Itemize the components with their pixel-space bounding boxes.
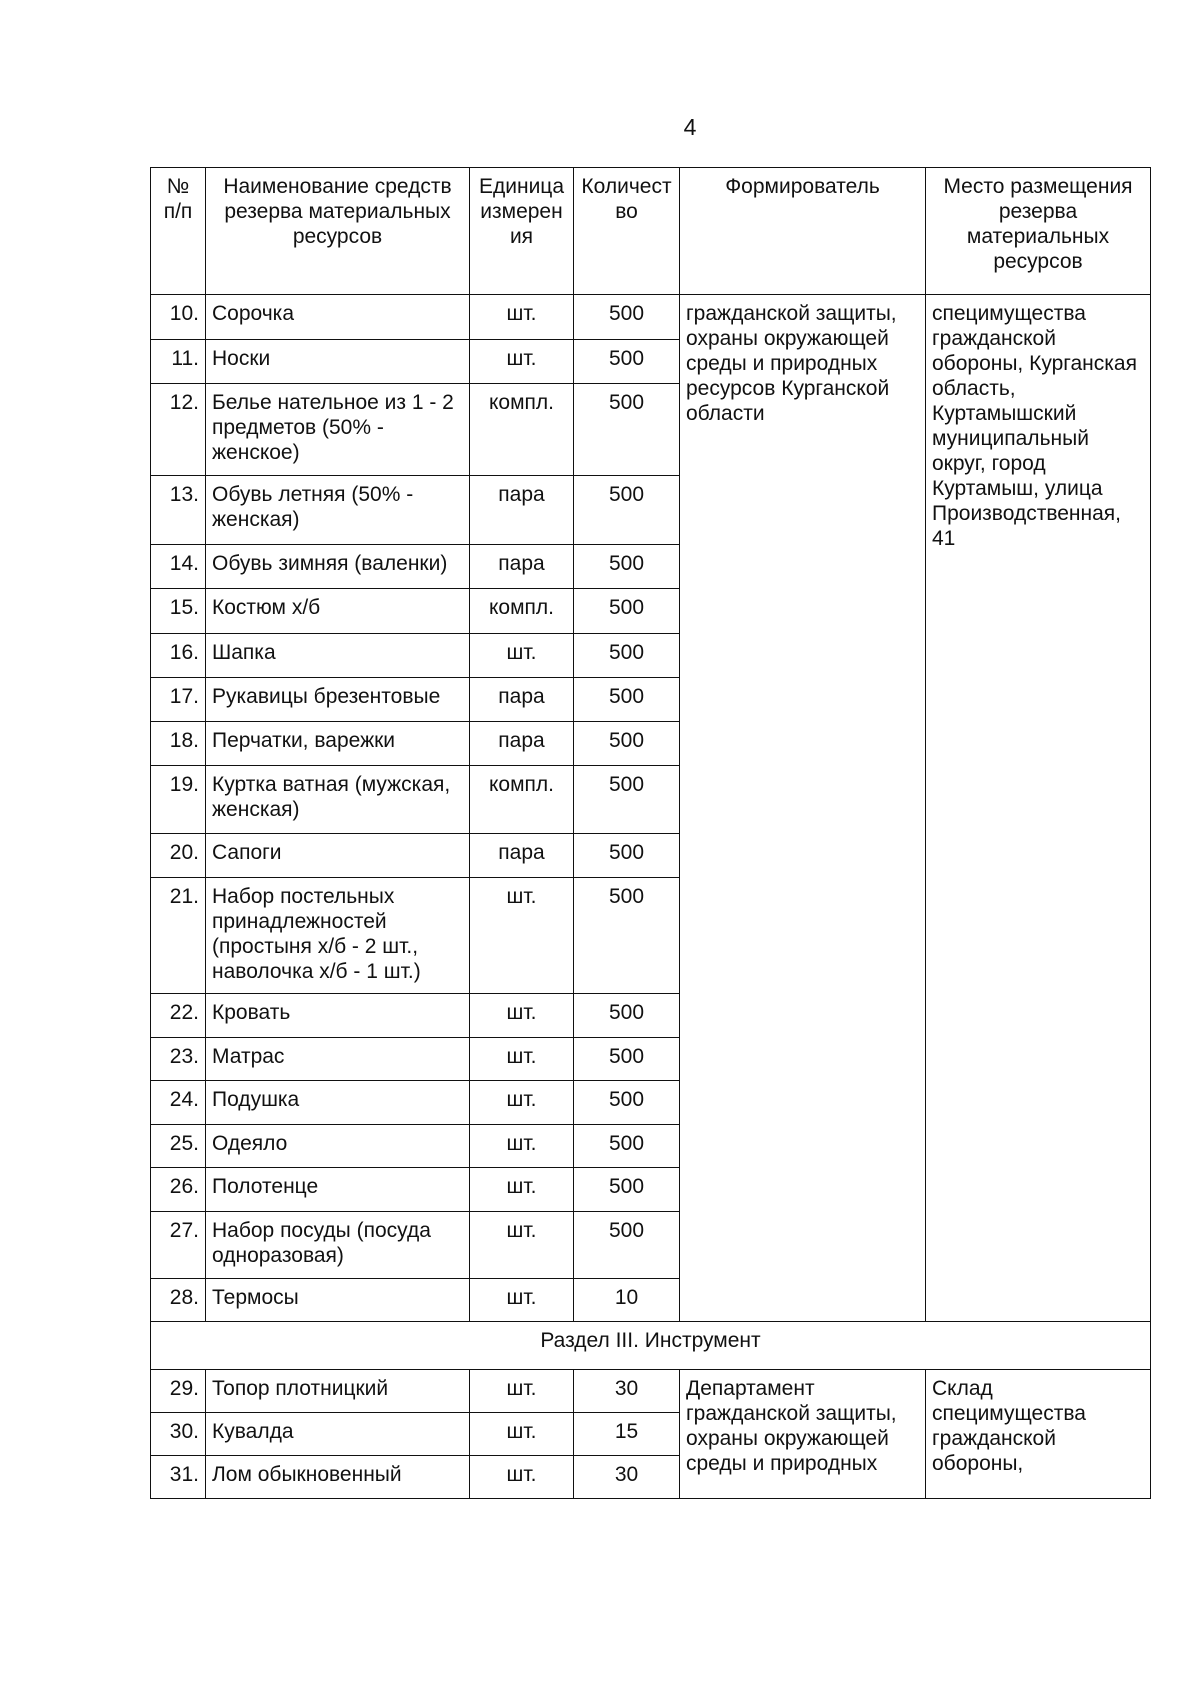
header-place: Место размещения резерва материальных ресурсов [926,168,1151,295]
row-unit: шт. [470,1370,574,1413]
place-cell: Склад специмущества гражданской обороны, [926,1370,1151,1499]
row-qty: 500 [574,476,680,545]
row-unit: шт. [470,878,574,994]
row-number: 27. [151,1212,206,1279]
table-row [151,295,1151,340]
row-unit: пара [470,722,574,766]
row-qty: 500 [574,384,680,476]
row-unit: компл. [470,384,574,476]
row-unit: компл. [470,766,574,834]
row-qty: 500 [574,878,680,994]
table-row [151,1370,1151,1413]
row-name: Шапка [206,634,470,678]
row-name: Лом обыкновенный [206,1456,470,1499]
row-unit: компл. [470,589,574,634]
row-name: Одеяло [206,1125,470,1168]
row-number: 21. [151,878,206,994]
row-unit: шт. [470,1413,574,1456]
former-cell: гражданской защиты, охраны окружающей среды и природных ресурсов Курганской области [680,295,926,1322]
row-number: 31. [151,1456,206,1499]
former-cell: Департамент гражданской защиты, охраны окружающей среды и природных [680,1370,926,1499]
row-number: 10. [151,295,206,340]
row-unit: пара [470,476,574,545]
row-name: Термосы [206,1279,470,1322]
row-qty: 500 [574,340,680,384]
row-number: 18. [151,722,206,766]
row-name: Сапоги [206,834,470,878]
row-number: 15. [151,589,206,634]
row-number: 28. [151,1279,206,1322]
table-body [151,295,1151,1322]
page-number: 4 [683,114,697,140]
row-number: 24. [151,1081,206,1125]
row-number: 13. [151,476,206,545]
row-number: 23. [151,1038,206,1081]
row-name: Костюм х/б [206,589,470,634]
row-number: 25. [151,1125,206,1168]
row-unit: шт. [470,295,574,340]
header-name: Наименование средств резерва материальных ресурсов [206,168,470,295]
row-number: 19. [151,766,206,834]
row-qty: 30 [574,1370,680,1413]
row-qty: 500 [574,545,680,589]
table-body-tools [151,1370,1151,1499]
row-qty: 500 [574,634,680,678]
row-name: Белье нательное из 1 - 2 предметов (50% - женское) [206,384,470,476]
table-header-row [151,168,1151,295]
row-unit: шт. [470,1212,574,1279]
row-name: Сорочка [206,295,470,340]
row-name: Подушка [206,1081,470,1125]
section-body [151,1322,1151,1370]
row-number: 11. [151,340,206,384]
row-qty: 500 [574,1212,680,1279]
row-number: 22. [151,994,206,1038]
row-unit: пара [470,678,574,722]
row-unit: шт. [470,1168,574,1212]
row-name: Кувалда [206,1413,470,1456]
row-unit: шт. [470,1081,574,1125]
row-unit: пара [470,834,574,878]
row-name: Обувь зимняя (валенки) [206,545,470,589]
row-number: 26. [151,1168,206,1212]
row-name: Набор посуды (посуда одноразовая) [206,1212,470,1279]
header-no: № п/п [151,168,206,295]
row-number: 17. [151,678,206,722]
row-qty: 500 [574,722,680,766]
row-name: Рукавицы брезентовые [206,678,470,722]
place-cell: специмущества гражданской обороны, Курганская область, Куртамышский муниципальный округ, город Куртамыш, улица Производственная, 41 [926,295,1151,1322]
row-qty: 500 [574,994,680,1038]
row-qty: 500 [574,834,680,878]
header-former: Формирователь [680,168,926,295]
row-qty: 500 [574,766,680,834]
row-unit: пара [470,545,574,589]
row-name: Матрас [206,1038,470,1081]
row-number: 30. [151,1413,206,1456]
section-row [151,1322,1151,1370]
row-qty: 500 [574,1038,680,1081]
row-name: Набор постельных принадлежностей (простыня х/б - 2 шт., наволочка х/б - 1 шт.) [206,878,470,994]
row-name: Топор плотницкий [206,1370,470,1413]
row-qty: 30 [574,1456,680,1499]
row-number: 14. [151,545,206,589]
header-unit: Единица измерен ия [470,168,574,295]
row-unit: шт. [470,1456,574,1499]
row-number: 29. [151,1370,206,1413]
row-name: Перчатки, варежки [206,722,470,766]
row-qty: 500 [574,1125,680,1168]
reserve-table [150,167,1151,1499]
header-qty: Количест во [574,168,680,295]
row-number: 12. [151,384,206,476]
row-name: Куртка ватная (мужская, женская) [206,766,470,834]
row-qty: 500 [574,1168,680,1212]
row-qty: 500 [574,295,680,340]
row-name: Обувь летняя (50% - женская) [206,476,470,545]
row-unit: шт. [470,634,574,678]
row-unit: шт. [470,1038,574,1081]
row-qty: 500 [574,589,680,634]
row-unit: шт. [470,994,574,1038]
section-title: Раздел III. Инструмент [151,1322,1151,1370]
row-qty: 500 [574,678,680,722]
row-qty: 10 [574,1279,680,1322]
row-number: 20. [151,834,206,878]
row-name: Полотенце [206,1168,470,1212]
row-name: Носки [206,340,470,384]
row-unit: шт. [470,1125,574,1168]
row-unit: шт. [470,1279,574,1322]
row-unit: шт. [470,340,574,384]
row-name: Кровать [206,994,470,1038]
row-number: 16. [151,634,206,678]
row-qty: 500 [574,1081,680,1125]
row-qty: 15 [574,1413,680,1456]
